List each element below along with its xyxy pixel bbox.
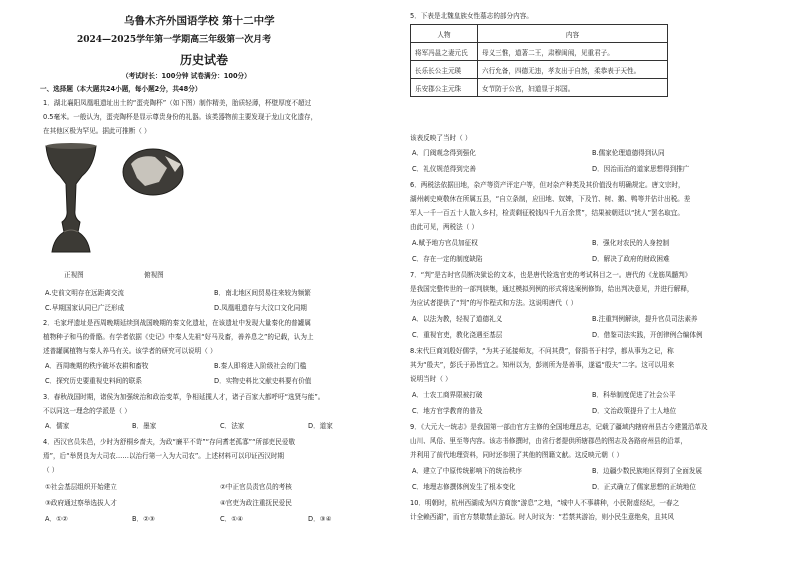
cup-top-view-image [115, 142, 190, 212]
caption-top-view: 俯视图 [144, 271, 164, 279]
exam-info: （考试时长：100分钟 试卷满分：100分） [122, 72, 251, 80]
option-d[interactable]: D．借鉴司法实践，开创律例合编体例 [592, 331, 703, 339]
table-cell: 母义三惟，道著二王，肃穆闺闱，见重君子。 [478, 43, 668, 61]
q2-line: 2．毛家坪遗址是西周晚期延续到战国晚期的秦文化遗址，在该遗址中发现大量秦化的普罐属 [43, 319, 311, 327]
option-d[interactable]: D.凤凰咀遗存与大汶口文化同期 [214, 304, 307, 312]
table-header-row [411, 25, 668, 43]
q7-line: 是我国完整传世的一部判牍集，通过模拟列例的形式将选案例修饰，给出判决意见，并进行解释， [410, 285, 694, 293]
statement-4: ④官吏为政注重抚民爱民 [220, 499, 292, 507]
table-cell: 长乐长公主元瑛 [411, 61, 478, 79]
q5-table [410, 24, 668, 97]
stem-cup-front-image [42, 140, 100, 264]
q5-intro: 5．下表是北魏皇族女性墓志的部分内容。 [410, 12, 533, 20]
option-a[interactable]: A．西周晚期的秩序破坏农耕和畜牧 [45, 362, 149, 370]
table-header-cell: 人物 [411, 25, 478, 43]
q2-line: 述普罐属植物与秦人养马有关。该学者的研究可以说明（ ） [43, 347, 217, 355]
q7-line: 为应试者提供了“判”的写作程式和方法。这说明唐代（ ） [410, 299, 578, 307]
caption-front-view: 正视图 [64, 271, 84, 279]
q4-line: 焉”，后“举贤良为大司农……以治行第一入为大司农”。上述材料可以印证西汉时期 [43, 452, 285, 460]
q1-line: 0.5毫米。一般认为，蛋壳陶杯是显示尊贵身份的礼器。该类器物前主要发现于龙山文化遗存， [43, 113, 318, 121]
option-b[interactable]: B．墨家 [132, 422, 157, 430]
option-b[interactable]: B．②③ [132, 515, 155, 523]
q2-line: 植物种子和马的骨骼。有学者依据《史记》中秦人先祖“好马及畜，善养息之”的记载，认为上 [43, 333, 314, 341]
option-b[interactable]: B.儒家伦理道德得到认同 [592, 149, 665, 157]
option-c[interactable]: C．法家 [220, 422, 245, 430]
option-a[interactable]: A.赋予地方官员加征权 [412, 239, 478, 247]
q8-line: 其为“殷夫”，彭氏于孙皆宜之。知州以为，彭则所为是善事，遂谥“殷夫”二字。这可以用来 [410, 361, 675, 369]
q4-line: （ ） [43, 466, 59, 474]
option-a[interactable]: A．门阀观念得到强化 [412, 149, 476, 157]
q6-line: 军人一千一百五十人散入乡村，检责剩征税钱四千九百余贯”，结果被朝廷以“扰人”罢名取宜。 [410, 209, 684, 217]
option-d[interactable]: D．文治政策提升了士人地位 [592, 407, 677, 415]
q10-line: 10．明朝时，杭州西湖成为四方商旅“游息”之地，“城中人不事耕种，小民附虚经纪，一春之 [410, 499, 680, 507]
option-a[interactable]: A．儒家 [45, 422, 70, 430]
q9-line: 9．《大元大一统志》是我国第一部由官方主修的全国地理总志，记载了疆域内辖府州县古今建置沿革及 [410, 423, 708, 431]
option-a[interactable]: A．建立了中原传统影响下的统治秩序 [412, 467, 523, 475]
option-a[interactable]: A．士农工商界限被打破 [412, 391, 483, 399]
option-d[interactable]: D．③④ [308, 515, 332, 523]
option-d[interactable]: D．正式确立了儒家思想的正统地位 [592, 483, 696, 491]
option-b[interactable]: B．南北地区间贸易往来较为频繁 [214, 289, 311, 297]
term-title: 2024—2025学年第一学期高三年级第一次月考 [77, 35, 272, 45]
option-d[interactable]: D．实物史料比文献史料要有价值 [214, 377, 312, 385]
option-c[interactable]: C.早期国家认同已广泛形成 [45, 304, 125, 312]
q3-line: 3．春秋战国时期，诸侯为加强统治和政治变革，争相延揽人才，诸子百家大都呼吁“选贤与能”。 [43, 393, 325, 401]
q9-line: 山川、风俗、里至等内容。该志书修撰时，由省行者提供所辖郡邑的图志及各路府州县的沿革， [410, 437, 687, 445]
section-heading: 一、选择题（本大题共24小题，每小题2分，共48分） [40, 85, 202, 93]
option-b[interactable]: B.注重判例解读，提升官员司法素养 [592, 315, 698, 323]
option-d[interactable]: D．因治而治的道家思想得到推广 [592, 165, 690, 173]
school-title: 乌鲁木齐外国语学校 第十二中学 [124, 15, 275, 27]
table-header-cell: 内容 [478, 25, 668, 43]
q8-line: 说明当时（ ） [410, 375, 452, 383]
option-b[interactable]: B．科举制度促进了社会公平 [592, 391, 676, 399]
option-b[interactable]: B．强化对农民的人身控制 [592, 239, 670, 247]
q1-line: 1．湖北襄阳凤凰咀遗址出土的“蛋壳陶杯”（如下图）制作精美，胎质轻薄，杯壁厚度不超过 [43, 99, 312, 107]
q6-line: 6．两税法依据田地，杂产等资产评定户等，但对杂产种类及其价值没有明确规定。唐文宗时， [410, 181, 685, 189]
option-d[interactable]: D．道家 [308, 422, 333, 430]
q1-line: 在其他区极为罕见。据此可推断（ ） [43, 127, 151, 135]
option-b[interactable]: B．边疆少数民族地区得到了全面发展 [592, 467, 703, 475]
option-c[interactable]: C．重视官吏，教化浇遇至基层 [412, 331, 503, 339]
option-d[interactable]: D．解决了政府的财政困难 [592, 255, 670, 263]
option-a[interactable]: A.史前文明存在远距离交流 [45, 289, 125, 297]
q3-line: 不以同这一理念的学派是（ ） [43, 407, 131, 415]
option-c[interactable]: C．①④ [220, 515, 244, 523]
option-c[interactable]: C．地理志修撰体例发生了根本变化 [412, 483, 516, 491]
q10-line: 计全赖西湖”，而官方禁歇禁止游玩。时人时议为：“若禁其游冶，则小民生意绝矣，且其风 [410, 513, 674, 521]
q4-line: 4．西汉官员朱邑，少时为舒桐乡啬夫，为政“廉平不苛”“存问耆老孤寡”“所部吏民爱敬 [43, 438, 296, 446]
statement-1: ①社会基层组织开始建立 [45, 483, 117, 491]
option-c[interactable]: C．地方官学教育的普及 [412, 407, 483, 415]
q7-line: 7．“判”是古时官员断决狱讼的文本，也是唐代铨选官吏的考试科目之一。唐代的《龙筋凤髓判》 [410, 271, 692, 279]
table-cell: 女节防于公宫，妇道显于邦国。 [478, 79, 668, 97]
subject-title: 历史试卷 [180, 53, 229, 67]
q5-stem: 该表反映了当时（ ） [410, 134, 472, 142]
option-a[interactable]: A．以法为教，轻视了道德礼义 [412, 315, 503, 323]
table-row [411, 79, 668, 97]
option-c[interactable]: C．探究历史要重视史料间的联系 [45, 377, 142, 385]
q9-line: 并利用了前代地理资料，同时还参照了其他的图籍文献。这反映元朝（ ） [410, 451, 624, 459]
table-cell: 六行允备，四德无违，孝友出于自然，柔恭表于天性。 [478, 61, 668, 79]
option-a[interactable]: A．①② [45, 515, 68, 523]
q8-line: 8.宋代巨商刘殷好儒学，“为其子延接师友，不问其费”，督捐书于村学，都从事为之记，称 [410, 347, 674, 355]
table-cell: 乐安郡公主元珠 [411, 79, 478, 97]
statement-2: ②中正官员责官员的考核 [220, 483, 292, 491]
statement-3: ③政府通过察举选拔人才 [45, 499, 117, 507]
q6-line: 湖州刺史庾敬休在所属五县，“自立条制，应田地、奴婢，下及竹、树、鹅、鸭等并估计出税。差 [410, 195, 691, 203]
table-row [411, 61, 668, 79]
q6-line: 由此可见，两税法（ ） [410, 223, 479, 231]
option-c[interactable]: C．存在一定的制度缺陷 [412, 255, 483, 263]
option-b[interactable]: B.秦人即将进入阶级社会的门槛 [214, 362, 307, 370]
table-cell: 将军冯邕之妻元氏 [411, 43, 478, 61]
option-c[interactable]: C．礼仪规范得到完善 [412, 165, 476, 173]
table-row [411, 43, 668, 61]
